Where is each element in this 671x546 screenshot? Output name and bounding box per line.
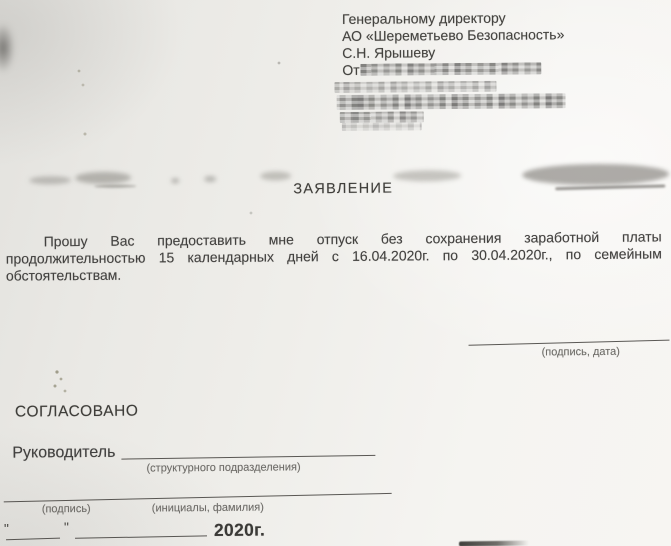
signature-date-caption: (подпись, дата) bbox=[541, 345, 620, 359]
recipient-line-3: С.Н. Ярышеву bbox=[342, 44, 436, 61]
smudge-mark bbox=[204, 176, 216, 182]
open-quote: " bbox=[3, 520, 9, 537]
close-quote: " bbox=[63, 519, 69, 536]
paper-specks bbox=[0, 0, 2, 2]
date-day-line bbox=[6, 538, 60, 541]
smudge-mark bbox=[555, 184, 665, 190]
date-month-line bbox=[75, 535, 207, 538]
signature-date-line bbox=[469, 340, 670, 346]
smudge-mark bbox=[75, 172, 131, 184]
redacted-strip-5 bbox=[342, 122, 422, 131]
signature-caption: (подпись) bbox=[41, 502, 91, 516]
photo-corner-shadow bbox=[0, 16, 18, 80]
recipient-block bbox=[342, 9, 565, 62]
smudge-mark bbox=[29, 176, 71, 184]
manager-signature-line bbox=[121, 455, 375, 460]
smudge-mark bbox=[522, 163, 669, 185]
year-suffix: 2020г. bbox=[213, 519, 266, 540]
from-label: От bbox=[342, 61, 360, 78]
bottom-signature-line bbox=[4, 493, 392, 502]
body-line-2: продолжительностью 15 календарных дней с 16.04.2020г. по 30.04.2020г., по семейным bbox=[5, 245, 662, 267]
initials-caption: (инициалы, фамилия) bbox=[151, 501, 264, 515]
manager-caption: (структурного подразделения) bbox=[146, 461, 301, 475]
photo-edge-dark-strip bbox=[459, 541, 529, 546]
body-paragraph bbox=[6, 228, 662, 284]
smudge-mark bbox=[171, 178, 179, 183]
redacted-strip-3 bbox=[337, 93, 566, 110]
redacted-strip-1 bbox=[360, 62, 541, 75]
smudge-mark bbox=[260, 171, 291, 180]
agreed-label: СОГЛАСОВАНО bbox=[14, 402, 139, 421]
body-line-1: Прошу Вас предоставить мне отпуск без сохранения заработной платы bbox=[43, 228, 662, 250]
recipient-line-2: АО «Шереметьево Безопасность» bbox=[342, 26, 565, 44]
body-line-3: обстоятельствам. bbox=[5, 266, 122, 284]
manager-label: Руководитель bbox=[12, 443, 116, 462]
redacted-strip-2 bbox=[334, 81, 496, 93]
document-title: ЗАЯВЛЕНИЕ bbox=[293, 180, 394, 198]
smudge-mark bbox=[393, 170, 461, 182]
smudge-mark bbox=[94, 185, 136, 188]
recipient-line-1: Генеральному директору bbox=[341, 9, 506, 27]
redacted-strip-4 bbox=[340, 111, 424, 123]
